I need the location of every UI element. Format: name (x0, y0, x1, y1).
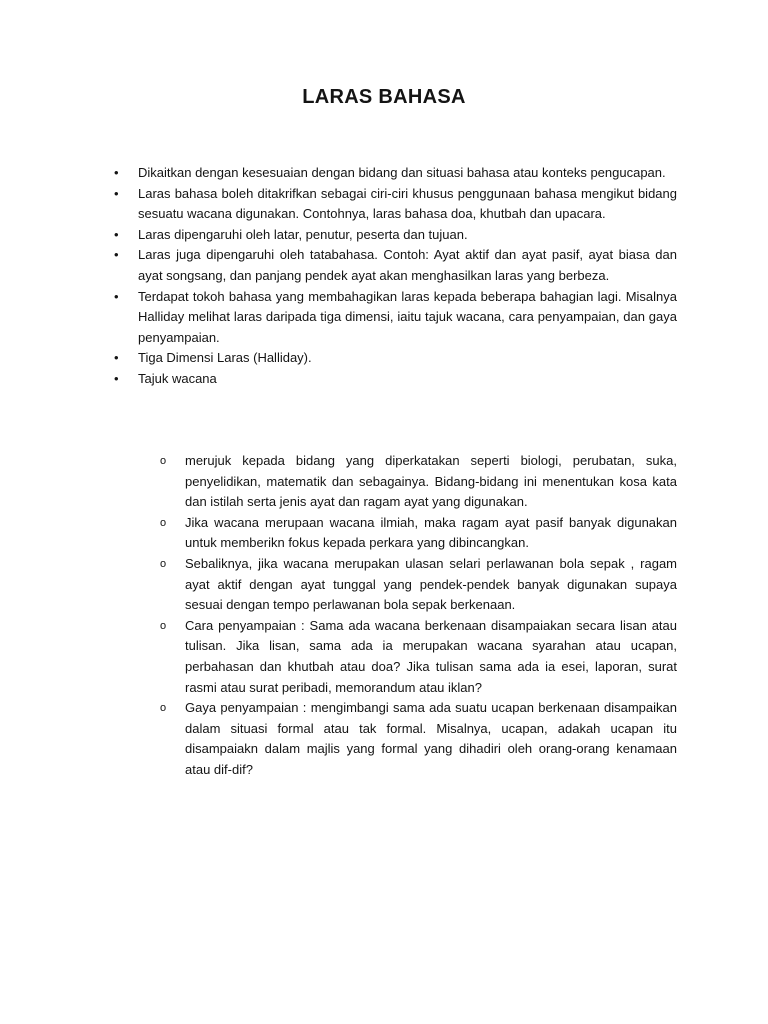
sub-list-item-text: Jika wacana merupaan wacana ilmiah, maka ragam ayat pasif banyak digunakan untuk memberikn fokus kepada perkara yang dibincangkan. (185, 514, 677, 551)
sub-list-item (0, 554, 677, 616)
list-item (0, 287, 677, 349)
list-item-text: Terdapat tokoh bahasa yang membahagikan laras kepada beberapa bahagian lagi. Misalnya Halliday melihat laras daripada tiga dimensi, iaitu tajuk wacana, cara penyampaian, dan gaya penyampaian. (138, 288, 677, 345)
bullet-icon: • (114, 185, 119, 201)
sub-list-item (0, 513, 677, 554)
sub-list-item (0, 616, 677, 698)
bullet-icon: • (114, 370, 119, 386)
sub-list-item-text: Cara penyampaian : Sama ada wacana berkenaan disampaiakan secara lisan atau tulisan. Jika lisan, sama ada ia merupakan wacana syarahan atau ucapan, perbahasan dan khutbah atau doa? Jika tulisan sama ada ia esei, laporan, surat rasmi atau surat peribadi, memorandum atau iklan? (185, 617, 677, 695)
sub-list-item-text: merujuk kepada bidang yang diperkatakan seperti biologi, perubatan, suka, penyelidikan, matematik dan sebagainya. Bidang-bidang ini menentukan kosa kata dan istilah serta jenis ayat dan ragam ayat yang digunakan. (185, 453, 677, 510)
circle-bullet-icon: o (160, 619, 167, 632)
bullet-icon: • (114, 350, 119, 366)
list-item-text: Laras juga dipengaruhi oleh tatabahasa. Contoh: Ayat aktif dan ayat pasif, ayat biasa dan ayat songsang, dan panjang pendek ayat akan menghasilkan laras yang berbeza. (138, 247, 677, 283)
list-item (0, 184, 677, 225)
page-title: LARAS BAHASA (302, 86, 466, 108)
sub-list-item-text: Sebaliknya, jika wacana merupakan ulasan selari perlawanan bola sepak , ragam ayat aktif dengan ayat tunggal yang pendek-pendek banyak digunakan supaya sesuai dengan tempo perlawanan bola sepak berkenaan. (185, 555, 677, 613)
list-item (0, 163, 677, 184)
bullet-list (0, 163, 768, 390)
sub-list-item (0, 451, 677, 513)
list-item (0, 369, 677, 390)
bullet-icon: • (114, 288, 119, 304)
sub-list-item-text: Gaya penyampaian : mengimbangi sama ada suatu ucapan berkenaan disampaikan dalam situasi formal atau tak formal. Misalnya, ucapan, adakah ucapan itu disampaiakn dalam majlis yang formal yang dihadiri oleh orang-orang kenamaan atau dif-dif? (185, 700, 677, 777)
bullet-icon: • (114, 247, 119, 263)
circle-bullet-icon: o (160, 557, 167, 570)
bullet-icon: • (114, 165, 119, 180)
sub-list-item (0, 698, 677, 780)
list-item-text: Tiga Dimensi Laras (Halliday). (138, 350, 312, 366)
list-item (0, 245, 677, 286)
list-item-text: Tajuk wacana (138, 370, 217, 386)
circle-bullet-icon: o (160, 455, 167, 467)
list-item-text: Laras dipengaruhi oleh latar, penutur, peserta dan tujuan. (138, 226, 468, 242)
list-item-text: Laras bahasa boleh ditakrifkan sebagai ciri-ciri khusus penggunaan bahasa mengikut bidang sesuatu wacana digunakan. Contohnya, laras bahasa doa, khutbah dan upacara. (138, 185, 677, 222)
list-item (0, 225, 677, 246)
bullet-icon: • (114, 226, 119, 242)
list-item (0, 348, 677, 369)
list-item-text: Dikaitkan dengan kesesuaian dengan bidang dan situasi bahasa atau konteks pengucapan. (138, 165, 666, 180)
sub-bullet-list (0, 451, 768, 781)
circle-bullet-icon: o (160, 702, 167, 715)
circle-bullet-icon: o (160, 516, 167, 529)
